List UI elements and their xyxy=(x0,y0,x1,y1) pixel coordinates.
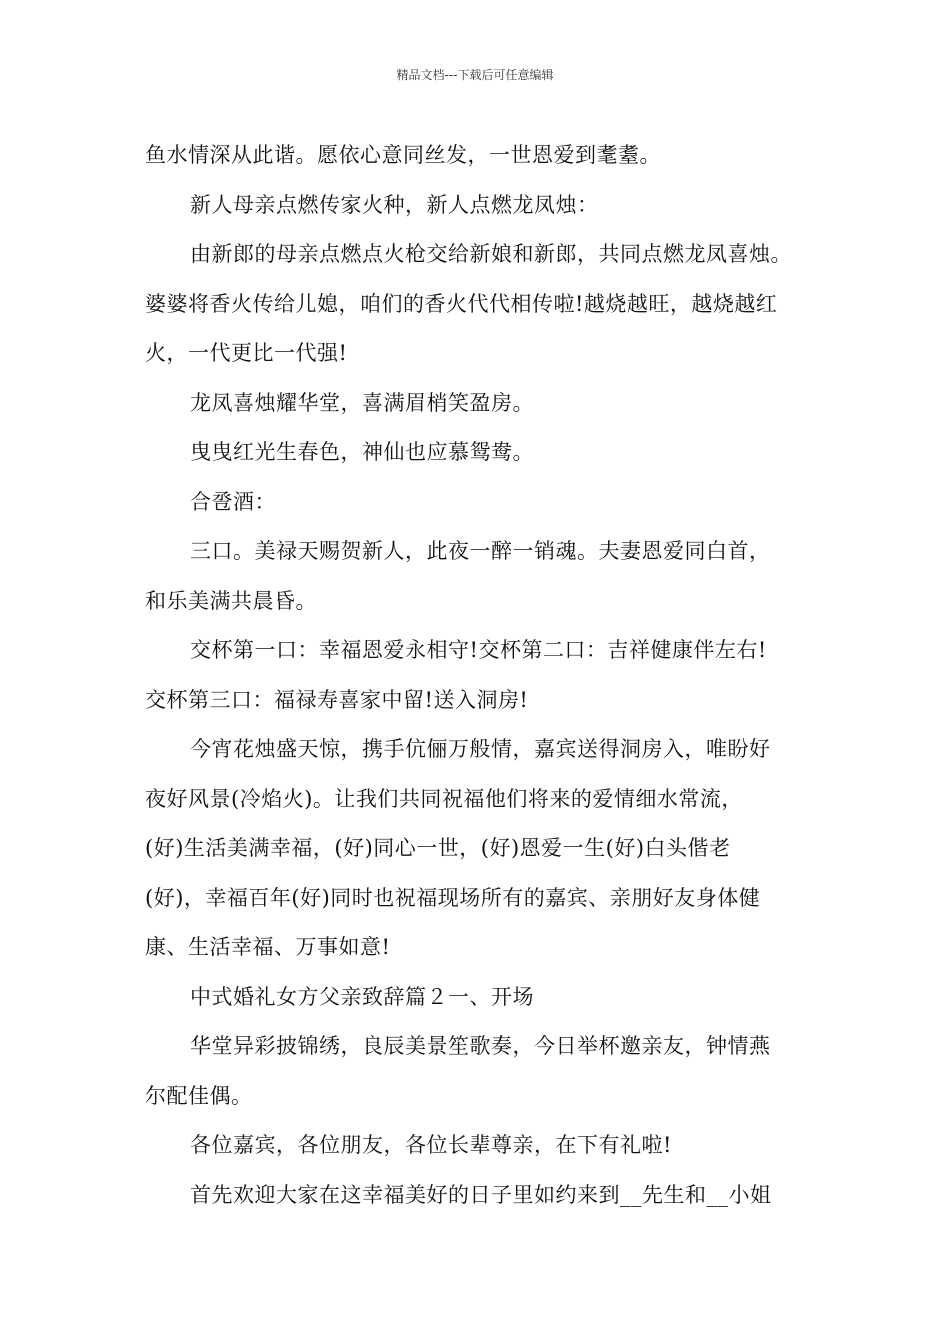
text-line: 首先欢迎大家在这幸福美好的日子里如约来到__先生和__小姐 xyxy=(190,1182,772,1207)
paragraph xyxy=(145,230,825,379)
text-line: (好)，幸福百年(好)同时也祝福现场所有的嘉宾、亲朋好友身体健 xyxy=(145,885,761,910)
text-line: 康、生活幸福、万事如意! xyxy=(145,935,391,959)
text-line: 火，一代更比一代强! xyxy=(145,341,348,365)
paragraph xyxy=(145,181,825,231)
paragraph xyxy=(145,1121,825,1171)
paragraph xyxy=(145,478,825,528)
text-line: 中式婚礼女方父亲致辞篇２一、开场 xyxy=(190,984,534,1009)
text-line: 尔配佳偶。 xyxy=(145,1083,253,1108)
text-line: 由新郎的母亲点燃点火枪交给新娘和新郎，共同点燃龙凤喜烛。 xyxy=(190,242,792,266)
paragraph xyxy=(145,379,825,429)
text-line: 今宵花烛盛天惊，携手伉俪万般情，嘉宾送得洞房入，唯盼好 xyxy=(190,737,771,761)
paragraph xyxy=(145,1171,825,1221)
text-line: 婆婆将香火传给儿媳，咱们的香火代代相传啦!越烧越旺，越烧越红 xyxy=(145,291,778,316)
paragraph xyxy=(145,131,825,181)
document-body xyxy=(145,131,825,1220)
page-header: 精品文档---下载后可任意编辑 xyxy=(396,68,554,82)
text-line: 三口。美禄天赐贺新人，此夜一醉一销魂。夫妻恩爱同白首， xyxy=(190,539,771,563)
paragraph xyxy=(145,527,825,626)
text-line: 华堂异彩披锦绣，良辰美景笙歌奏，今日举杯邀亲友，钟情燕 xyxy=(190,1034,771,1058)
text-line: 新人母亲点燃传家火种，新人点燃龙凤烛： xyxy=(190,192,599,217)
text-line: 鱼水情深从此谐。愿依心意同丝发，一世恩爱到耄耋。 xyxy=(145,143,661,167)
section-heading xyxy=(145,973,825,1023)
text-line: 各位嘉宾，各位朋友，各位长辈尊亲，在下有礼啦! xyxy=(190,1133,672,1157)
paragraph xyxy=(145,1022,825,1121)
text-line: 夜好风景(冷焰火)。让我们共同祝福他们将来的爱情细水常流， xyxy=(145,786,743,811)
text-line: 龙凤喜烛耀华堂，喜满眉梢笑盈房。 xyxy=(190,390,534,415)
text-line: (好)生活美满幸福，(好)同心一世，(好)恩爱一生(好)白头偕老 xyxy=(145,836,731,860)
text-line: 交杯第一口：幸福恩爱永相守!交杯第二口：吉祥健康伴左右! xyxy=(190,638,767,662)
text-line: 曳曳红光生春色，神仙也应慕鸳鸯。 xyxy=(190,440,534,464)
paragraph xyxy=(145,428,825,478)
text-line: 交杯第三口：福禄寿喜家中留!送入洞房! xyxy=(145,687,529,712)
paragraph xyxy=(145,725,825,973)
text-line: 和乐美满共晨昏。 xyxy=(145,588,317,613)
paragraph xyxy=(145,626,825,725)
text-line: 合卺酒： xyxy=(190,489,276,514)
